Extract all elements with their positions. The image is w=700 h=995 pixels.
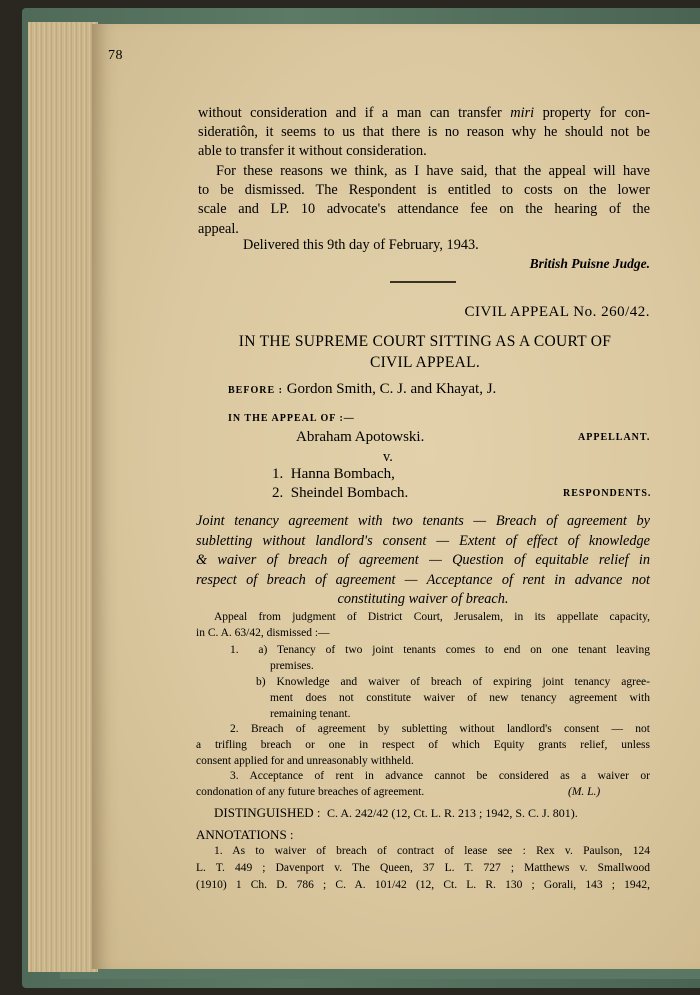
- respondents-label: RESPONDENTS.: [563, 488, 652, 499]
- judge-signature: British Puisne Judge.: [529, 256, 650, 271]
- delivered-date: Delivered this 9th day of February, 1943.: [243, 237, 479, 253]
- respondent-2: 2. Sheindel Bombach.: [272, 485, 409, 501]
- annotations-label: ANNOTATIONS :: [196, 827, 294, 842]
- appeal-from: Appeal from judgment of District Court, Jerusalem, in its appellate capacity, in C. A. 63/42, dismissed :—: [196, 611, 650, 639]
- respondent-1: 1. Hanna Bombach,: [272, 466, 395, 482]
- held-item-1b: b) Knowledge and waiver of breach of expiring joint tenancy agree- ment does not constitute waiver of new tenancy agreement with remaining tenant.: [256, 676, 650, 720]
- distinguished-line: DISTINGUISHED : C. A. 242/42 (12, Ct. L. R. 213 ; 1942, S. C. J. 801).: [214, 805, 578, 820]
- page-number: 78: [108, 48, 123, 63]
- held-item-2: 2. Breach of agreement by subletting without landlord's consent — not a trifling breach or one in respect of which Equity grants relief, unless consent applied for and unreasonably withheld.: [196, 723, 650, 767]
- court-heading: IN THE SUPREME COURT SITTING AS A COURT OF CIVIL APPEAL.: [238, 333, 612, 371]
- previous-judgment-paragraph-2: For these reasons we think, as I have said, that the appeal will have to be dismissed. The Respondent is entitled to costs on the lower scale and LP. 10 advocate's attendance fee on the hearing of the appeal.: [198, 163, 650, 237]
- held-item-3: 3. Acceptance of rent in advance cannot be considered as a waiver or condonation of any future breaches of agreement. (M. L.): [196, 770, 650, 798]
- headnote: Joint tenancy agreement with two tenants — Breach of agreement by subletting without landlord's consent — Extent of effect of knowledge & waiver of breach of agreement — Question of equitable relief in respect of breach of agreement — Acceptance of rent in advance not constituting waiver of breach.: [196, 513, 650, 607]
- appellant-name: Abraham Apotowski.: [296, 429, 425, 445]
- appellant-label: APPELLANT.: [578, 432, 651, 443]
- versus: v.: [383, 449, 393, 465]
- held-item-1a: 1. a) Tenancy of two joint tenants comes to end on one tenant leaving premises.: [230, 644, 651, 672]
- section-divider: [390, 281, 456, 283]
- page-edges: [28, 22, 98, 972]
- previous-judgment-paragraph-1: without consideration and if a man can transfer miri property for con- sideratiôn, it seems to us that there is no reason why he should not be able to transfer it without consideration.: [198, 105, 651, 160]
- appeal-of-label: IN THE APPEAL OF :—: [228, 413, 355, 424]
- annotations-text: 1. As to waiver of breach of contract of lease see : Rex v. Paulson, 124 L. T. 449 ; Davenport v. The Queen, 37 L. T. 727 ; Matthews v. Smallwood (1910) 1 Ch. D. 786 ; C. A. 101/42 (12, Ct. L. R. 130 ; Gorali, 143 ; 1942,: [196, 845, 650, 891]
- case-number: CIVIL APPEAL No. 260/42.: [464, 304, 650, 320]
- before-line: BEFORE : Gordon Smith, C. J. and Khayat, J.: [228, 381, 497, 397]
